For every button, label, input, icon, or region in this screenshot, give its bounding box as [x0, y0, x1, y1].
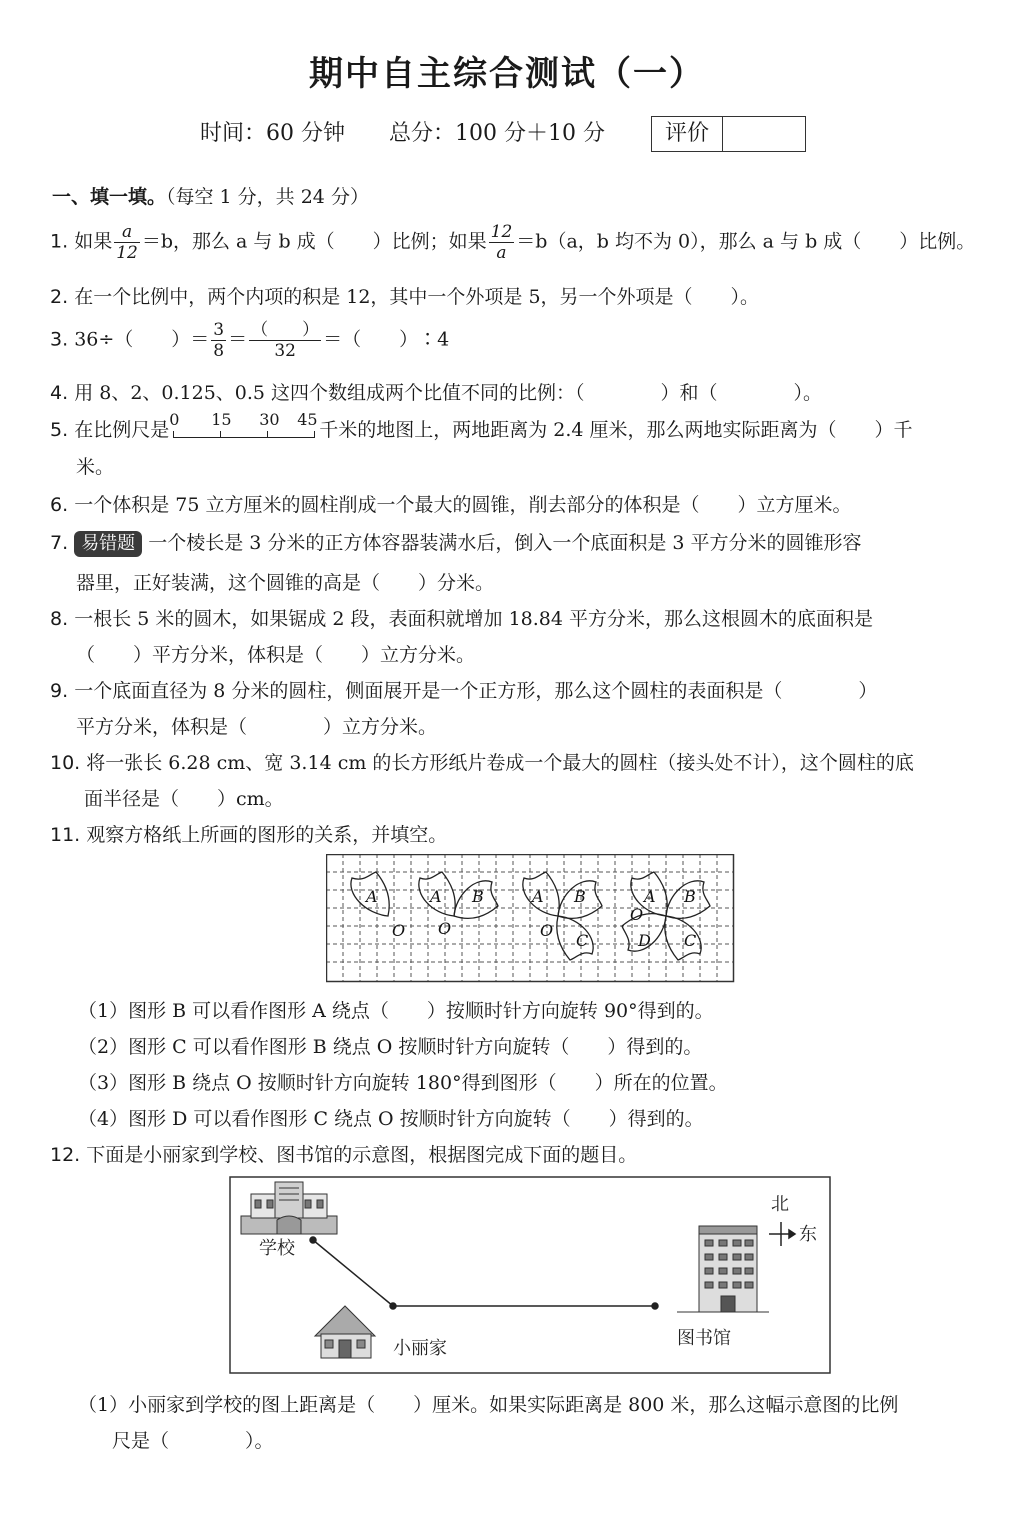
question-12-sub1: （1）小丽家到学校的图上距离是（ ）厘米。如果实际距离是 800 米，那么这幅示意图的比例 — [78, 1394, 899, 1416]
label-C: C — [576, 931, 589, 950]
question-number: 5. — [50, 419, 69, 441]
scale-tick-label: 0 — [169, 410, 180, 429]
section-label: 一、填一填。 — [52, 186, 167, 208]
question-number: 4. — [50, 382, 69, 404]
question-7 — [50, 528, 862, 557]
east-label: 东 — [799, 1224, 817, 1245]
map-diagram — [229, 1176, 833, 1376]
north-label: 北 — [771, 1194, 789, 1215]
q3-text-b: ＝ — [228, 328, 248, 351]
question-8 — [50, 604, 873, 631]
q1-text-c: ＝b（a，b 均不为 0），那么 a 与 b 成（ ）比例。 — [516, 230, 976, 253]
question-text: 一个棱长是 3 分米的正方体容器装满水后，倒入一个底面积是 3 平方分米的圆锥形容 — [148, 532, 862, 554]
label-A: A — [430, 887, 442, 906]
question-text: 在一个比例中，两个内项的积是 12，其中一个外项是 5，另一个外项是（ ）。 — [74, 286, 760, 308]
question-11-sub1: （1）图形 B 可以看作图形 A 绕点（ ）按顺时针方向旋转 90°得到的。 — [78, 1000, 714, 1022]
numerator: 12 — [490, 222, 513, 242]
question-text: 观察方格纸上所画的图形的关系，并填空。 — [86, 824, 448, 846]
question-text: 用 8、2、0.125、0.5 这四个数组成两个比值不同的比例：（ ）和（ ）。 — [74, 382, 823, 404]
denominator: 8 — [213, 341, 225, 361]
rotation-grid-figure — [326, 854, 736, 984]
page-title: 期中自主综合测试（一） — [309, 54, 705, 94]
question-6 — [50, 490, 851, 517]
school-label: 学校 — [259, 1238, 295, 1259]
question-5-cont: 米。 — [76, 456, 115, 478]
label-C: C — [684, 931, 697, 950]
home-label: 小丽家 — [393, 1338, 447, 1359]
question-10 — [50, 748, 914, 775]
library-label: 图书馆 — [677, 1328, 731, 1349]
question-text: 一根长 5 米的圆木，如果锯成 2 段，表面积就增加 18.84 平方分米，那么这根圆木的底面积是 — [74, 608, 873, 630]
fraction-blank-over-32 — [249, 320, 321, 361]
question-number: 9. — [50, 680, 69, 702]
scale-bar — [169, 410, 319, 436]
question-text: 将一张长 6.28 cm、宽 3.14 cm 的长方形纸片卷成一个最大的圆柱（接头处不计），这个圆柱的底 — [86, 752, 914, 774]
q1-text-b: ＝b，那么 a 与 b 成（ ）比例；如果 — [141, 230, 487, 253]
question-8-cont: （ ）平方分米，体积是（ ）立方分米。 — [76, 644, 476, 666]
question-text: 一个底面直径为 8 分米的圆柱，侧面展开是一个正方形，那么这个圆柱的表面积是（ ） — [74, 680, 878, 702]
label-O: O — [540, 921, 554, 940]
error-prone-tag: 易错题 — [74, 531, 142, 557]
q3-text-a: 36÷（ ）＝ — [74, 328, 210, 351]
question-3 — [50, 320, 449, 361]
question-11 — [50, 820, 447, 847]
scale-tick-label: 30 — [259, 410, 280, 429]
question-number: 11. — [50, 824, 81, 846]
label-A: A — [366, 887, 378, 906]
question-text: 下面是小丽家到学校、图书馆的示意图，根据图完成下面的题目。 — [86, 1144, 638, 1166]
scale-tick-label: 15 — [211, 410, 232, 429]
exam-meta — [200, 116, 605, 147]
question-9 — [50, 676, 877, 703]
question-text: 一个体积是 75 立方厘米的圆柱削成一个最大的圆锥，削去部分的体积是（ ）立方厘米。 — [74, 494, 852, 516]
label-B: B — [472, 887, 484, 906]
question-4 — [50, 378, 822, 405]
label-A: A — [532, 887, 544, 906]
question-12-sub1-cont: 尺是（ ）。 — [112, 1430, 274, 1452]
q3-text-c: ＝（ ）∶4 — [323, 328, 450, 351]
numerator: a — [114, 222, 140, 243]
question-10-cont: 面半径是（ ）cm。 — [84, 788, 284, 810]
question-number: 8. — [50, 608, 69, 630]
question-number: 3. — [50, 328, 69, 351]
label-O: O — [392, 921, 406, 940]
evaluation-box — [651, 116, 806, 152]
total-score: 总分：100 分＋10 分 — [389, 121, 605, 146]
question-11-sub4: （4）图形 D 可以看作图形 C 绕点 O 按顺时针方向旋转（ ）得到的。 — [78, 1108, 704, 1130]
time-limit: 时间：60 分钟 — [200, 121, 345, 146]
question-2 — [50, 282, 759, 309]
question-9-cont: 平方分米，体积是（ ）立方分米。 — [76, 716, 438, 738]
scale-tick-label: 45 — [297, 410, 318, 429]
label-O: O — [438, 919, 452, 938]
numerator: 3 — [213, 320, 225, 340]
denominator: 12 — [116, 243, 138, 263]
q5-text-a: 在比例尺是 — [74, 419, 170, 441]
question-7-cont: 器里，正好装满，这个圆锥的高是（ ）分米。 — [76, 572, 495, 594]
label-O: O — [630, 905, 644, 924]
evaluation-label: 评价 — [652, 117, 723, 151]
question-number: 7. — [50, 532, 69, 554]
question-12 — [50, 1140, 637, 1167]
fraction-a-over-12 — [114, 222, 140, 263]
question-number: 1. — [50, 230, 69, 253]
q1-text-a: 如果 — [74, 230, 113, 253]
question-number: 12. — [50, 1144, 81, 1166]
question-5 — [50, 410, 913, 442]
question-number: 2. — [50, 286, 69, 308]
fraction-12-over-a — [489, 222, 515, 263]
label-B: B — [684, 887, 696, 906]
label-B: B — [574, 887, 586, 906]
fraction-3-over-8 — [211, 320, 226, 361]
q5-text-b: 的地图上，两地距离为 2.4 厘米，那么两地实际距离为（ ）千 — [357, 419, 913, 441]
question-1 — [50, 222, 975, 263]
denominator: a — [496, 243, 507, 263]
label-A: A — [644, 887, 656, 906]
numerator: （ ） — [251, 320, 320, 340]
label-D: D — [638, 931, 651, 950]
question-11-sub3: （3）图形 B 绕点 O 按顺时针方向旋转 180°得到图形（ ）所在的位置。 — [78, 1072, 728, 1094]
question-11-sub2: （2）图形 C 可以看作图形 B 绕点 O 按顺时针方向旋转（ ）得到的。 — [78, 1036, 703, 1058]
question-number: 6. — [50, 494, 69, 516]
section-note: （每空 1 分，共 24 分） — [166, 186, 369, 208]
section-heading — [52, 182, 369, 209]
question-number: 10. — [50, 752, 81, 774]
denominator: 32 — [274, 341, 296, 361]
scale-unit: 千米 — [319, 419, 358, 441]
